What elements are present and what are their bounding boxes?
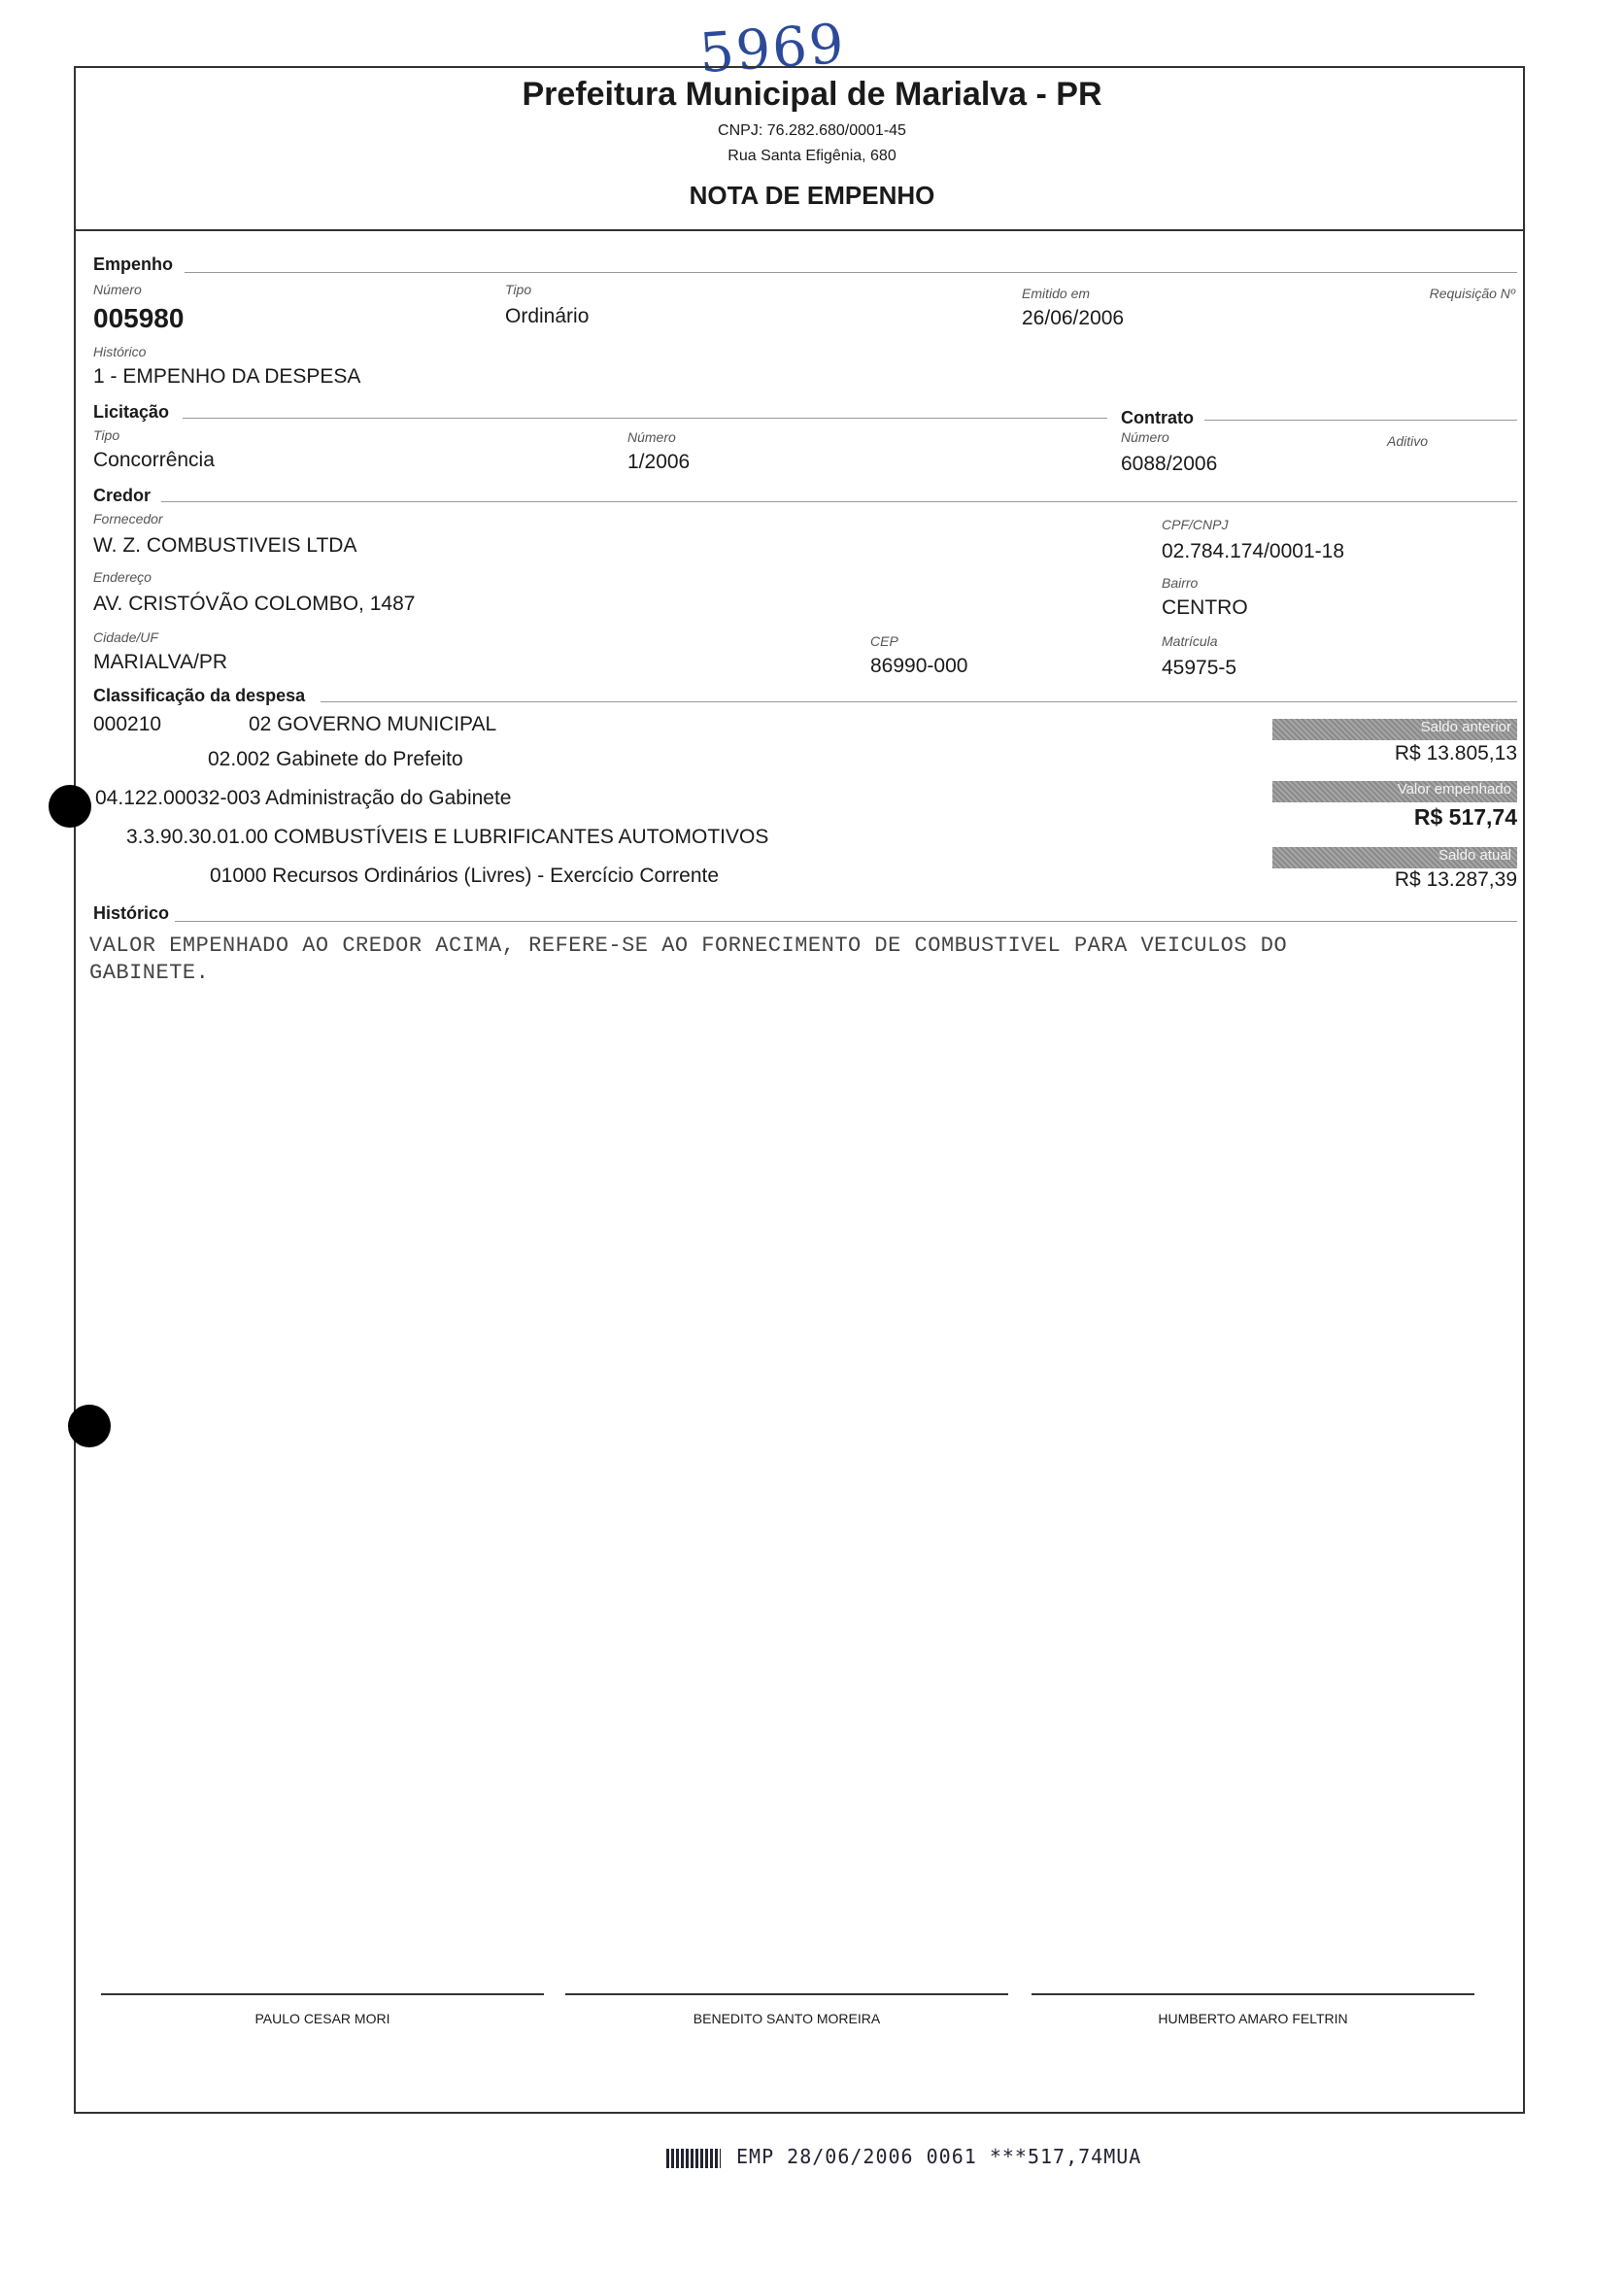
matricula: 45975-5 — [1162, 657, 1237, 679]
saldo-atual: R$ 13.287,39 — [1394, 868, 1517, 891]
valor-empenhado-label: Valor empenhado — [1272, 781, 1517, 802]
header-address: Rua Santa Efigênia, 680 — [727, 148, 897, 164]
fornecedor-label: Fornecedor — [93, 511, 163, 526]
document-title: NOTA DE EMPENHO — [689, 181, 935, 210]
emitido-date: 26/06/2006 — [1022, 307, 1125, 329]
fornecedor: W. Z. COMBUSTIVEIS LTDA — [93, 534, 357, 557]
rule-licitacao — [183, 418, 1107, 419]
requisicao-label: Requisição Nº — [1429, 286, 1515, 301]
section-historico: Histórico — [93, 903, 170, 923]
section-contrato: Contrato — [1121, 408, 1194, 427]
contrato-aditivo-label: Aditivo — [1387, 433, 1429, 449]
licitacao-tipo-label: Tipo — [93, 427, 120, 443]
bairro: CENTRO — [1162, 596, 1248, 619]
handwritten-page-number: 5969 — [696, 12, 848, 86]
emitido-label: Emitido em — [1022, 286, 1091, 301]
endereco: AV. CRISTÓVÃO COLOMBO, 1487 — [93, 593, 416, 615]
rule-contrato — [1204, 420, 1517, 421]
section-credor: Credor — [93, 486, 152, 505]
classificacao-orgao: 02 GOVERNO MUNICIPAL — [249, 713, 497, 735]
stamp-text: EMP 28/06/2006 0061 ***517,74MUA — [736, 2145, 1142, 2168]
endereco-label: Endereço — [93, 569, 152, 585]
rule-historico — [175, 921, 1517, 922]
rule-empenho — [185, 272, 1517, 273]
classificacao-natureza: 3.3.90.30.01.00 COMBUSTÍVEIS E LUBRIFICANTES AUTOMOTIVOS — [126, 826, 769, 848]
rule-credor — [161, 501, 1517, 502]
cidade-label: Cidade/UF — [93, 629, 158, 645]
saldo-atual-label: Saldo atual — [1272, 847, 1517, 868]
signature-name-3: HUMBERTO AMARO FELTRIN — [1158, 2011, 1348, 2026]
licitacao-numero: 1/2006 — [627, 451, 691, 473]
cidade: MARIALVA/PR — [93, 651, 228, 673]
punch-hole-lower — [68, 1405, 111, 1447]
empenho-historico: 1 - EMPENHO DA DESPESA — [93, 365, 361, 388]
header-cnpj: CNPJ: 76.282.680/0001-45 — [718, 122, 906, 139]
bairro-label: Bairro — [1162, 575, 1199, 591]
signature-line-3 — [1032, 1993, 1474, 1995]
classificacao-funcional: 04.122.00032-003 Administração do Gabinete — [95, 787, 512, 809]
historico-line-1: VALOR EMPENHADO AO CREDOR ACIMA, REFERE-SE AO FORNECIMENTO DE COMBUSTIVEL PARA VEICULOS DO — [89, 934, 1288, 958]
contrato-numero: 6088/2006 — [1121, 453, 1218, 475]
signature-name-1: PAULO CESAR MORI — [254, 2011, 390, 2026]
empenho-numero: 005980 — [93, 303, 185, 333]
credor-cnpj: 02.784.174/0001-18 — [1162, 540, 1345, 562]
empenho-tipo-label: Tipo — [505, 282, 532, 297]
barcode-mark-icon — [666, 2149, 721, 2168]
empenho-historico-label: Histórico — [93, 344, 147, 359]
header-separator — [76, 229, 1523, 231]
punch-hole-upper — [49, 785, 91, 828]
historico-line-2: GABINETE. — [89, 961, 210, 985]
signature-line-1 — [101, 1993, 544, 1995]
licitacao-numero-label: Número — [627, 429, 676, 445]
valor-empenhado: R$ 517,74 — [1413, 804, 1517, 830]
section-licitacao: Licitação — [93, 402, 170, 422]
saldo-anterior: R$ 13.805,13 — [1394, 742, 1517, 764]
bank-stamp — [666, 2145, 1141, 2168]
cep: 86990-000 — [870, 655, 968, 677]
matricula-label: Matrícula — [1162, 633, 1218, 649]
saldo-anterior-label: Saldo anterior — [1272, 719, 1517, 740]
empenho-numero-label: Número — [93, 282, 142, 297]
section-empenho: Empenho — [93, 255, 174, 274]
classificacao-recurso: 01000 Recursos Ordinários (Livres) - Exercício Corrente — [210, 865, 720, 887]
contrato-numero-label: Número — [1121, 429, 1169, 445]
rule-classificacao — [321, 701, 1517, 702]
signature-line-2 — [565, 1993, 1008, 1995]
cep-label: CEP — [870, 633, 898, 649]
classificacao-code: 000210 — [93, 713, 162, 735]
cnpj-label: CPF/CNPJ — [1162, 517, 1229, 532]
classificacao-unidade: 02.002 Gabinete do Prefeito — [208, 748, 463, 770]
signature-name-2: BENEDITO SANTO MOREIRA — [693, 2011, 881, 2026]
section-classificacao: Classificação da despesa — [93, 686, 306, 705]
page-title: Prefeitura Municipal de Marialva - PR — [522, 76, 1102, 113]
licitacao-tipo: Concorrência — [93, 449, 215, 471]
empenho-tipo: Ordinário — [505, 305, 590, 327]
